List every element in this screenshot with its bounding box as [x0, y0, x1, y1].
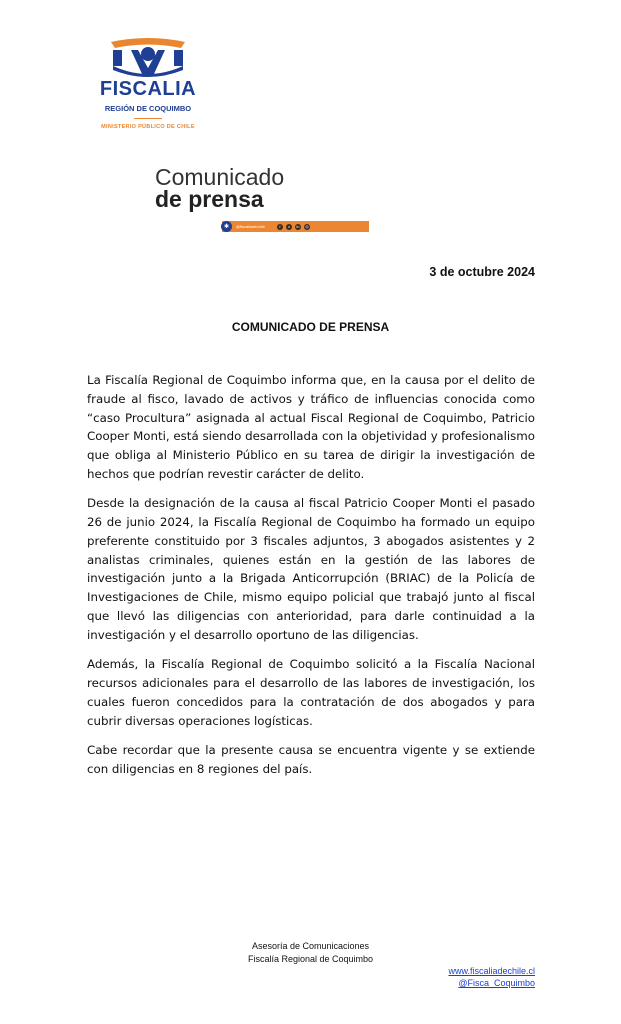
website-link[interactable]: www.fiscaliadechile.cl — [448, 966, 535, 976]
paragraph: Cabe recordar que la presente causa se encuentra vigente y se extiende con diligencias en 8 regiones del país. — [87, 742, 535, 776]
footer-line1: Asesoría de Comunicaciones — [251, 941, 370, 951]
paragraph: Además, la Fiscalía Regional de Coquimbo solicitó a la Fiscalía Nacional recursos adicionales para el desarrollo de las labores de investigación, los cuales fueron concedidos para la contratación de dos abogados y para cubrir diversas operaciones logísticas. — [87, 657, 535, 728]
document-heading: COMUNICADO DE PRENSA — [231, 320, 390, 334]
footer — [0, 940, 621, 966]
footer-line2: Fiscalía Regional de Coquimbo — [247, 954, 374, 964]
paragraph: Desde la designación de la causa al fiscal Patricio Cooper Monti el pasado 26 de junio 2024, la Fiscalía Regional de Coquimbo ha formado un equipo preferente constituido por 3 fiscales adjuntos, 3 abogados asistentes y 2 analistas criminales, quienes están en la gestión de las labores de investigación junto a la Brigada Anticorrupción (BRIAC) de la Policía de Investigaciones de Chile, mismo equipo policial que trabajó junto al fiscal que llevó las diligencias con anterioridad, para darle continuidad a la investigación y el desarrollo oportuno de las diligencias. — [87, 496, 535, 642]
logo-region: REGIÓN DE COQUIMBO — [104, 104, 192, 113]
paragraph: La Fiscalía Regional de Coquimbo informa que, en la causa por el delito de fraude al fisco, lavado de activos y tráfico de influencias conocida como “caso Procultura” asignada al actual Fiscal Regional de Coquimbo, Patricio Cooper Monti, está siendo desarrollada con la objetividad y profesionalismo que obliga al Ministerio Público en su tarea de dirigir la investigación de hechos que podrían revestir carácter de delito. — [87, 373, 535, 481]
footer-links — [448, 965, 535, 989]
instagram-icon[interactable]: ◎ — [305, 224, 309, 229]
twitter-link[interactable]: @Fisca_Coquimbo — [458, 978, 535, 988]
logo-divider — [134, 118, 162, 119]
banner-title-line2: de prensa — [155, 186, 264, 212]
logo-title: FISCALIA — [99, 78, 197, 100]
social-bar — [222, 221, 369, 232]
facebook-icon[interactable]: f — [277, 224, 283, 230]
banner-title-line1: Comunicado — [155, 164, 285, 190]
fiscalia-emblem-icon — [103, 36, 193, 80]
document-date: 3 de octubre 2024 — [429, 265, 535, 279]
fiscalia-mini-logo-icon: ✱ — [221, 221, 232, 232]
x-icon[interactable]: x — [287, 224, 290, 229]
document-body — [87, 371, 535, 789]
logo-ministry: MINISTERIO PÚBLICO DE CHILE — [101, 124, 195, 130]
fiscalia-logo — [88, 36, 208, 141]
linkedin-icon[interactable]: in — [296, 224, 300, 229]
social-handle: @fiscaliadechile — [236, 224, 265, 229]
